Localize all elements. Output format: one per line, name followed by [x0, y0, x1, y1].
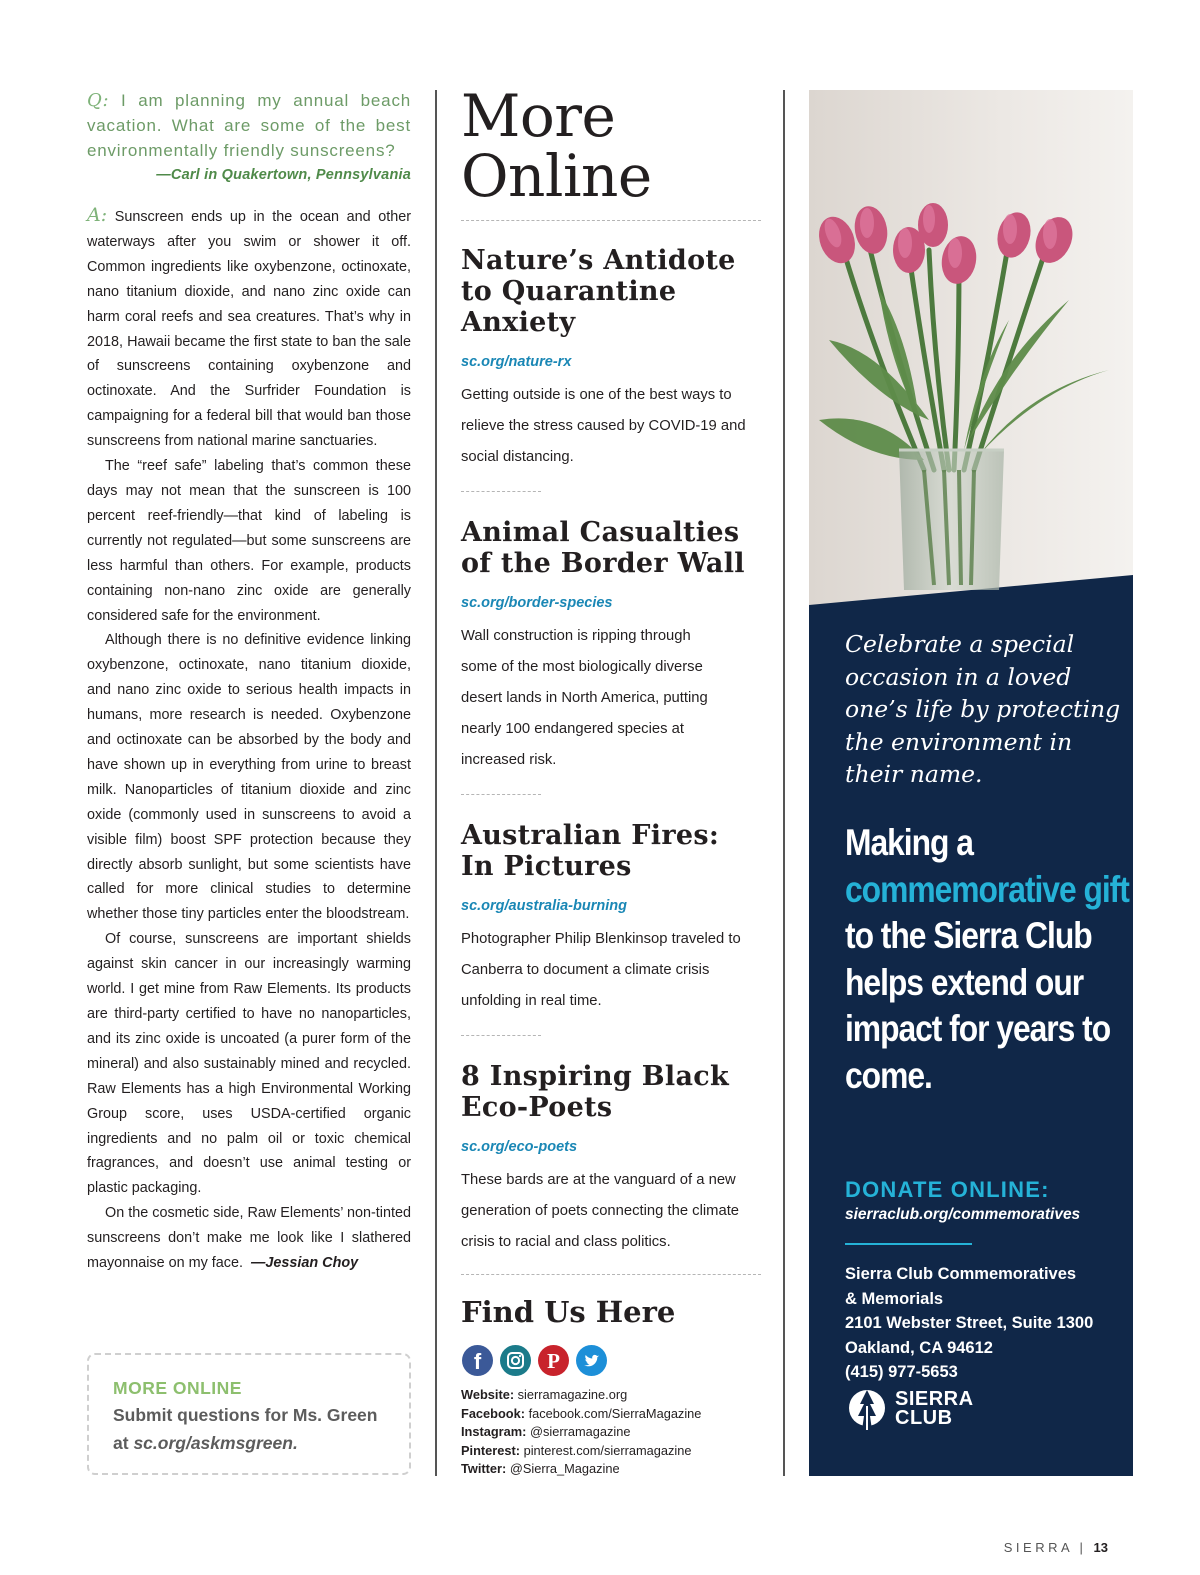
answer-paragraph: A: Sunscreen ends up in the ocean and other waterways after you swim or shower it off. Common ingredients like oxybenzone, octinoxate, nano titanium dioxide, and nano zinc oxide can harm coral reefs and sea creatures. That’s why in 2018, Hawaii became the first state to ban the sale of sunscreens containing oxybenzone and octinoxate. And the Surfrider Foundation is campaigning for a federal bill that would ban those sunscreens from national marine sanctuaries. — [87, 204, 412, 450]
column-divider — [435, 90, 437, 1476]
divider — [461, 1035, 541, 1036]
question — [87, 88, 411, 163]
find-us-section — [461, 1295, 761, 1479]
section-title: More Online — [461, 82, 652, 210]
commemoratives-ad — [809, 90, 1133, 1476]
callout-heading: MORE ONLINE — [113, 1378, 242, 1398]
article-link[interactable]: sc.org/eco-poets — [461, 1139, 578, 1155]
answer-mark: A: — [87, 204, 108, 226]
instagram-icon[interactable] — [500, 1345, 531, 1376]
article-description: Wall construction is ripping through some of the most biologically diverse desert lands in North America, putting nearly 100 endangered species at increased risk. — [461, 628, 708, 768]
divider — [461, 794, 541, 795]
question-attribution: —Carl in Quakertown, Pennsylvania — [156, 167, 411, 183]
page-number: 13 — [1093, 1540, 1108, 1555]
article-title: Animal Casualties of the Border Wall — [461, 517, 745, 579]
answer-paragraph: Of course, sunscreens are important shields against skin cancer in our increasingly warming world. I get mine from Raw Elements. Its products are third-party certified to have no nanoparticles, and its zinc oxide is uncoated (a purer form of the mineral) and also sustainably mined and recycled. Raw Elements has a high Environmental Working Group score, uses USDA-certified organic ingredients and no palm oil or toxic chemical fragrances, and doesn’t use animal testing or plastic packaging. — [87, 931, 411, 1197]
contact-facebook[interactable]: Facebook: facebook.com/SierraMagazine — [461, 1405, 702, 1421]
article-teaser — [461, 245, 761, 473]
article-teaser — [461, 517, 761, 776]
twitter-icon[interactable] — [576, 1345, 607, 1376]
article-description: These bards are at the vanguard of a new generation of poets connecting the climate crisis to racial and class politics. — [461, 1172, 740, 1250]
sequoia-icon — [845, 1386, 889, 1432]
ad-divider — [845, 1243, 972, 1245]
contact-twitter[interactable]: Twitter: @Sierra_Magazine — [461, 1461, 620, 1477]
article-description: Getting outside is one of the best ways to relieve the stress caused by COVID-19 and social distancing. — [461, 387, 746, 465]
author-signoff: —Jessian Choy — [250, 1255, 359, 1272]
more-online-callout — [87, 1353, 411, 1475]
article-title: Nature’s Antidote to Quarantine Anxiety — [461, 245, 736, 338]
divider — [461, 491, 541, 492]
page-folio: SIERRA | 13 — [1003, 1540, 1108, 1555]
article-title: Australian Fires: In Pictures — [461, 820, 720, 882]
article-title: 8 Inspiring Black Eco-Poets — [461, 1061, 729, 1123]
more-online-column — [461, 82, 761, 1479]
article-description: Photographer Philip Blenkinsop traveled to Canberra to document a climate crisis unfolding in real time. — [461, 931, 741, 1009]
svg-text:f: f — [473, 1349, 482, 1374]
answer-paragraph: On the cosmetic side, Raw Elements’ non-tinted sunscreens don’t make me look like I slathered mayonnaise on my face. —Jessian Choy — [87, 1205, 411, 1272]
social-icons — [462, 1345, 761, 1376]
find-us-heading: Find Us Here — [461, 1295, 676, 1329]
sierra-club-logo: SIERRA CLUB — [845, 1386, 974, 1432]
ask-mrs-green-column — [87, 88, 411, 1276]
ad-tagline: Celebrate a special occasion in a loved one’s life by protecting the environment in their name. — [845, 630, 1121, 788]
donate-label: DONATE ONLINE: — [845, 1177, 1050, 1202]
contact-website[interactable]: Website: sierramagazine.org — [461, 1387, 628, 1402]
column-divider — [783, 90, 785, 1476]
question-mark: Q: — [87, 90, 110, 111]
callout-text: Submit questions for Ms. Green at sc.org/askmsgreen. — [113, 1405, 378, 1453]
article-link[interactable]: sc.org/border-species — [461, 595, 613, 611]
svg-text:P: P — [547, 1349, 560, 1373]
contact-instagram[interactable]: Instagram: @sierramagazine — [461, 1424, 631, 1440]
ad-address: Sierra Club Commemoratives & Memorials 2101 Webster Street, Suite 1300 Oakland, CA 94612 (415) 977-5653 — [845, 1265, 1094, 1381]
ad-headline: Making a commemorative gift to the Sierra Club helps extend our impact for years to come. — [845, 822, 1129, 1096]
article-teaser — [461, 1061, 761, 1258]
article-link[interactable]: sc.org/australia-burning — [461, 898, 627, 914]
answer — [87, 203, 411, 1276]
magazine-name: SIERRA — [1003, 1540, 1073, 1555]
donate-url[interactable]: sierraclub.org/commemoratives — [845, 1206, 1081, 1223]
question-text: I am planning my annual beach vacation. What are some of the best environmentally friendly sunscreens? — [87, 91, 411, 160]
article-teaser — [461, 820, 761, 1017]
askmsgreen-link[interactable]: sc.org/askmsgreen. — [133, 1433, 298, 1453]
divider — [461, 1274, 761, 1275]
facebook-icon[interactable] — [462, 1345, 493, 1376]
answer-paragraph: Although there is no definitive evidence linking oxybenzone, octinoxate, nano titanium dioxide, and nano zinc oxide to serious health impacts in humans, more research is needed. Oxybenzone and octinoxate can be absorbed by the body and have shown up in everything from urine to breast milk. Nanoparticles of titanium dioxide and zinc oxide (commonly used in sunscreens to avoid a visible film) boost SPF protection because they directly absorb sunlight, but some scientists have called for more clinical studies to determine whether those tiny particles enter the bloodstream. — [87, 632, 411, 923]
answer-paragraph: The “reef safe” labeling that’s common these days may not mean that the sunscreen is 100 percent reef-friendly—that kind of labeling is currently not regulated—but some sunscreens are less harmful than others. For example, products containing non-nano zinc oxide are generally considered safe for the environment. — [87, 458, 411, 624]
tulips-photo — [809, 90, 1133, 605]
pinterest-icon[interactable] — [538, 1345, 569, 1376]
article-link[interactable]: sc.org/nature-rx — [461, 354, 572, 370]
divider — [461, 220, 761, 221]
contact-pinterest[interactable]: Pinterest: pinterest.com/sierramagazine — [461, 1442, 692, 1458]
headline-highlight: commemorative gift — [845, 868, 1129, 910]
contact-list — [461, 1386, 761, 1479]
